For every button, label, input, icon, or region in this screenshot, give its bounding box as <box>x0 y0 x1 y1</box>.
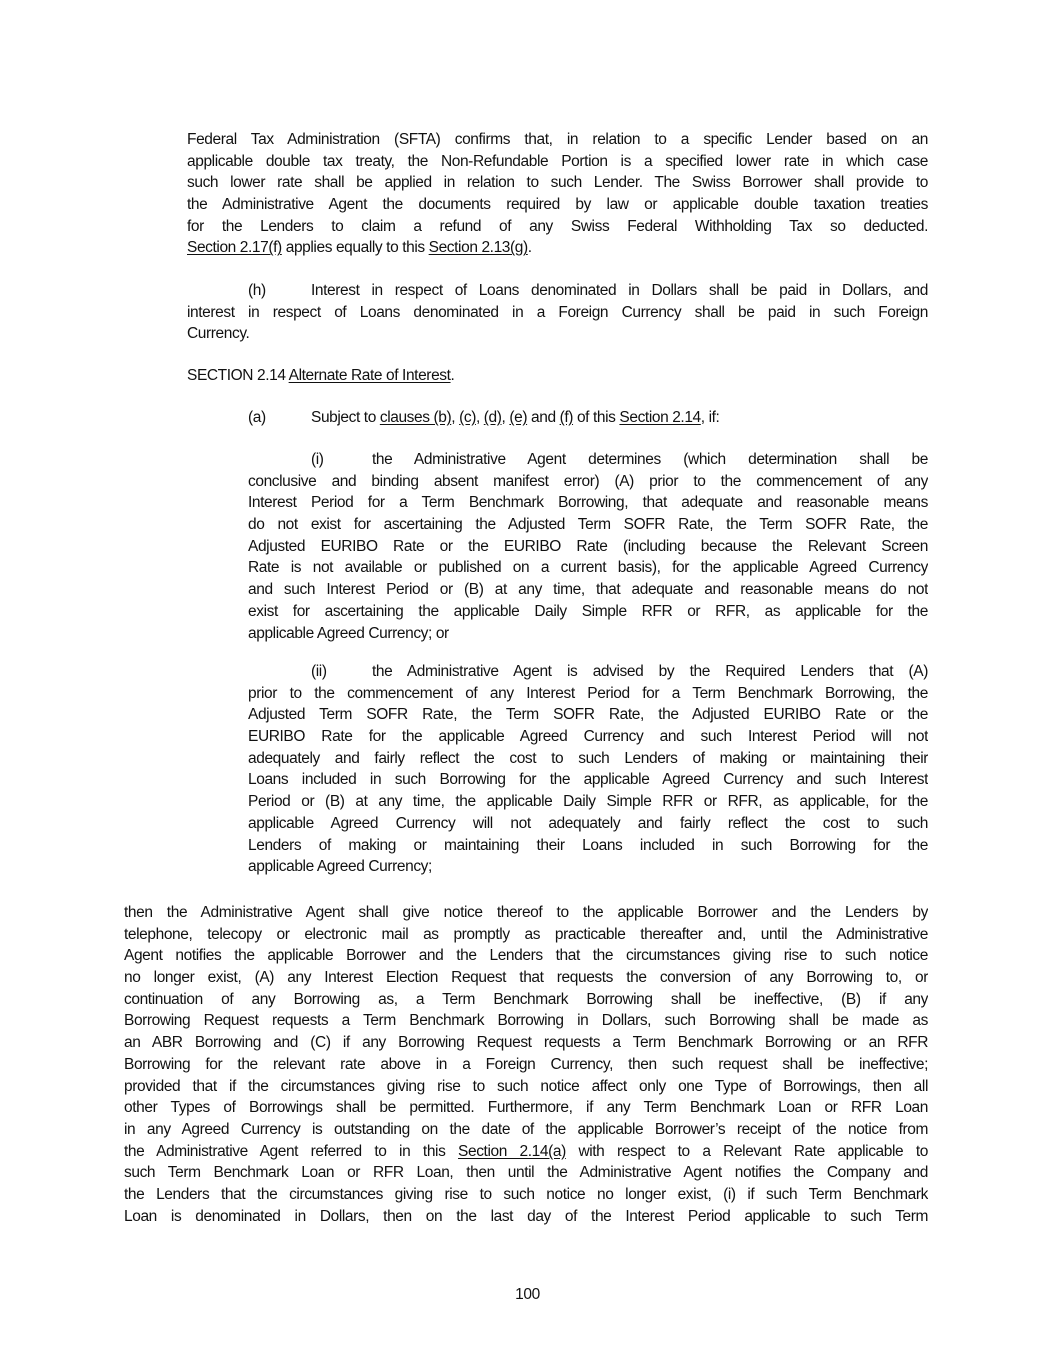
line-text: , if: <box>700 409 720 426</box>
line-text: . <box>450 367 455 384</box>
text-line <box>187 280 928 302</box>
line-text: , <box>501 409 510 426</box>
line-text: the Administrative Agent referred to in this <box>124 1142 459 1160</box>
line-text: Subject to <box>311 409 380 426</box>
text-line <box>187 365 928 387</box>
text-line <box>124 1097 928 1119</box>
line-text: Interest Period for a Term Benchmark Borrowing, that adequate and reasonable means <box>248 494 928 512</box>
line-text: and <box>527 409 560 426</box>
page-number: 100 <box>515 1286 540 1303</box>
line-text: other Types of Borrowings shall be permitted. Furthermore, if any Term Benchmark Loan or RFR Loan <box>124 1099 928 1117</box>
text-line <box>187 323 928 345</box>
text-line <box>124 1206 928 1228</box>
line-text: Currency. <box>187 325 250 343</box>
cross-reference-link: Section 2.14 <box>619 409 701 426</box>
line-text: Adjusted Term SOFR Rate, the Term SOFR Rate, the Adjusted EURIBO Rate or the <box>248 706 928 724</box>
text-line <box>124 1054 928 1076</box>
text-line <box>124 989 928 1011</box>
line-text: Loan is denominated in Dollars, then on the last day of the Interest Period applicable to such Term <box>124 1207 928 1225</box>
text-line <box>248 813 928 835</box>
line-text: Adjusted EURIBO Rate or the EURIBO Rate (including because the Relevant Screen <box>248 537 928 555</box>
text-line <box>248 748 928 770</box>
line-text: adequately and fairly reflect the cost to such Lenders of making or maintaining their <box>248 749 928 767</box>
line-text: with respect to a Relevant Rate applicable to <box>565 1142 928 1160</box>
cross-reference-link: (d) <box>483 409 502 426</box>
line-text: the Lenders that the circumstances giving rise to such notice no longer exist, (i) if such Term Benchmark <box>124 1185 928 1203</box>
cross-reference-link: Section 2.13(g) <box>428 239 528 257</box>
text-line <box>124 924 928 946</box>
line-text: for the Lenders to claim a refund of any Swiss Federal Withholding Tax so deducted. <box>187 217 928 235</box>
line-text: such Term Benchmark Loan or RFR Loan, then until the Administrative Agent notifies the Company and <box>124 1164 928 1182</box>
line-text: an ABR Borrowing and (C) if any Borrowing Request requests a Term Benchmark Borrowing or an RFR <box>124 1034 928 1052</box>
line-text: applicable Agreed Currency; or <box>248 624 449 642</box>
text-line <box>124 1032 928 1054</box>
text-line <box>248 791 928 813</box>
line-text: continuation of any Borrowing as, a Term Benchmark Borrowing shall be ineffective, (B) if any <box>124 990 928 1008</box>
line-text: interest in respect of Loans denominated in a Foreign Currency shall be paid in such Foreign <box>187 303 928 321</box>
text-line <box>187 237 928 259</box>
line-text: SECTION 2.14 <box>187 367 289 384</box>
text-line <box>248 579 928 601</box>
clause-h <box>187 280 928 345</box>
text-line <box>187 302 928 324</box>
line-text: . <box>527 239 532 257</box>
cross-reference-link: clauses (b) <box>379 409 452 426</box>
text-line <box>248 536 928 558</box>
text-line <box>248 856 928 878</box>
line-text: do not exist for ascertaining the Adjusted Term SOFR Rate, the Term SOFR Rate, the <box>248 516 928 534</box>
text-line <box>124 967 928 989</box>
line-text: no longer exist, (A) any Interest Election Request that requests the conversion of any Borrowing to, or <box>124 969 928 987</box>
line-text: and such Interest Period or (B) at any time, that adequate and reasonable means do not <box>248 581 928 599</box>
text-line <box>248 449 928 471</box>
line-text: then the Administrative Agent shall give notice thereof to the applicable Borrower and the Lenders by <box>124 904 928 921</box>
clause-label: (ii) <box>311 663 327 680</box>
text-line <box>124 945 928 967</box>
text-line <box>248 623 928 645</box>
line-text: Loans included in such Borrowing for the applicable Agreed Currency and such Interest <box>248 771 928 789</box>
line-text: prior to the commencement of any Interest Period for a Term Benchmark Borrowing, the <box>248 684 928 702</box>
clause-ii <box>248 661 928 878</box>
text-line <box>124 902 928 924</box>
text-line <box>187 172 928 194</box>
line-text: such lower rate shall be applied in relation to such Lender. The Swiss Borrower shall provide to <box>187 174 928 192</box>
cross-reference-link: (f) <box>559 409 574 426</box>
text-line <box>248 471 928 493</box>
text-line <box>187 216 928 238</box>
line-text: telephone, telecopy or electronic mail as promptly as practicable thereafter and, until the Administrative <box>124 925 928 943</box>
clause-label: (h) <box>248 282 266 299</box>
line-text: Rate is not available or published on a current basis), for the applicable Agreed Currency <box>248 559 928 577</box>
text-line <box>248 683 928 705</box>
text-line <box>124 1076 928 1098</box>
line-text: Interest in respect of Loans denominated in Dollars shall be paid in Dollars, and <box>311 282 928 299</box>
text-line <box>248 835 928 857</box>
line-text: EURIBO Rate for the applicable Agreed Currency and such Interest Period will not <box>248 728 928 746</box>
text-line <box>248 661 928 683</box>
cross-reference-link: Section 2.17(f) <box>187 239 282 257</box>
clause-label: (a) <box>248 409 266 426</box>
line-text: Borrowing for the relevant rate above in a Foreign Currency, then such request shall be ineffective; <box>124 1055 928 1073</box>
line-text: Period or (B) at any time, the applicable Daily Simple RFR or RFR, as applicable, for the <box>248 793 928 811</box>
line-text: provided that if the circumstances giving rise to such notice affect only one Type of Borrowings, then all <box>124 1077 928 1095</box>
line-text: Lenders of making or maintaining their Loans included in such Borrowing for the <box>248 836 928 854</box>
line-text: of this <box>573 409 620 426</box>
line-text: , <box>451 409 460 426</box>
text-line <box>248 726 928 748</box>
text-line <box>187 129 928 151</box>
line-text: the Administrative Agent the documents required by law or applicable double taxation treaties <box>187 196 928 214</box>
section-heading <box>187 365 928 387</box>
line-text: the Administrative Agent determines (which determination shall be <box>372 451 928 468</box>
cross-reference-link: (c) <box>459 409 476 426</box>
cross-reference-link: (e) <box>509 409 528 426</box>
clause-a <box>187 407 928 429</box>
text-line <box>124 1162 928 1184</box>
text-line <box>248 514 928 536</box>
line-text: conclusive and binding absent manifest error) (A) prior to the commencement of any <box>248 472 928 490</box>
line-text: applicable double tax treaty, the Non-Refundable Portion is a specified lower rate in which case <box>187 152 928 170</box>
clause-label: (i) <box>311 451 324 468</box>
line-text: applies equally to this <box>281 239 429 257</box>
paragraph-then <box>124 902 928 1227</box>
text-line <box>187 194 928 216</box>
text-line <box>124 1010 928 1032</box>
line-text: exist for ascertaining the applicable Daily Simple RFR or RFR, as applicable for the <box>248 602 928 620</box>
cross-reference-link: Alternate Rate of Interest <box>288 367 451 384</box>
line-text: Federal Tax Administration (SFTA) confirms that, in relation to a specific Lender based on an <box>187 131 928 148</box>
line-text: Agent notifies the applicable Borrower and the Lenders that the circumstances giving rise to such notice <box>124 947 928 965</box>
line-text: the Administrative Agent is advised by the Required Lenders that (A) <box>372 663 928 680</box>
text-line <box>124 1119 928 1141</box>
text-line <box>248 601 928 623</box>
line-text: Borrowing Request requests a Term Benchmark Borrowing in Dollars, such Borrowing shall be made as <box>124 1012 928 1030</box>
text-line <box>248 704 928 726</box>
text-line <box>124 1184 928 1206</box>
text-line <box>248 492 928 514</box>
text-line <box>124 1141 928 1163</box>
line-text: applicable Agreed Currency will not adequately and fairly reflect the cost to such <box>248 814 928 832</box>
paragraph-tax-continuation <box>187 129 928 259</box>
text-line <box>187 407 928 429</box>
cross-reference-link: Section 2.14(a) <box>458 1142 566 1160</box>
line-text: in any Agreed Currency is outstanding on the date of the applicable Borrower’s receipt of the notice from <box>124 1120 928 1138</box>
line-text: applicable Agreed Currency; <box>248 858 432 876</box>
clause-i <box>248 449 928 644</box>
text-line <box>248 557 928 579</box>
text-line <box>248 769 928 791</box>
line-text: , <box>475 409 484 426</box>
text-line <box>187 151 928 173</box>
